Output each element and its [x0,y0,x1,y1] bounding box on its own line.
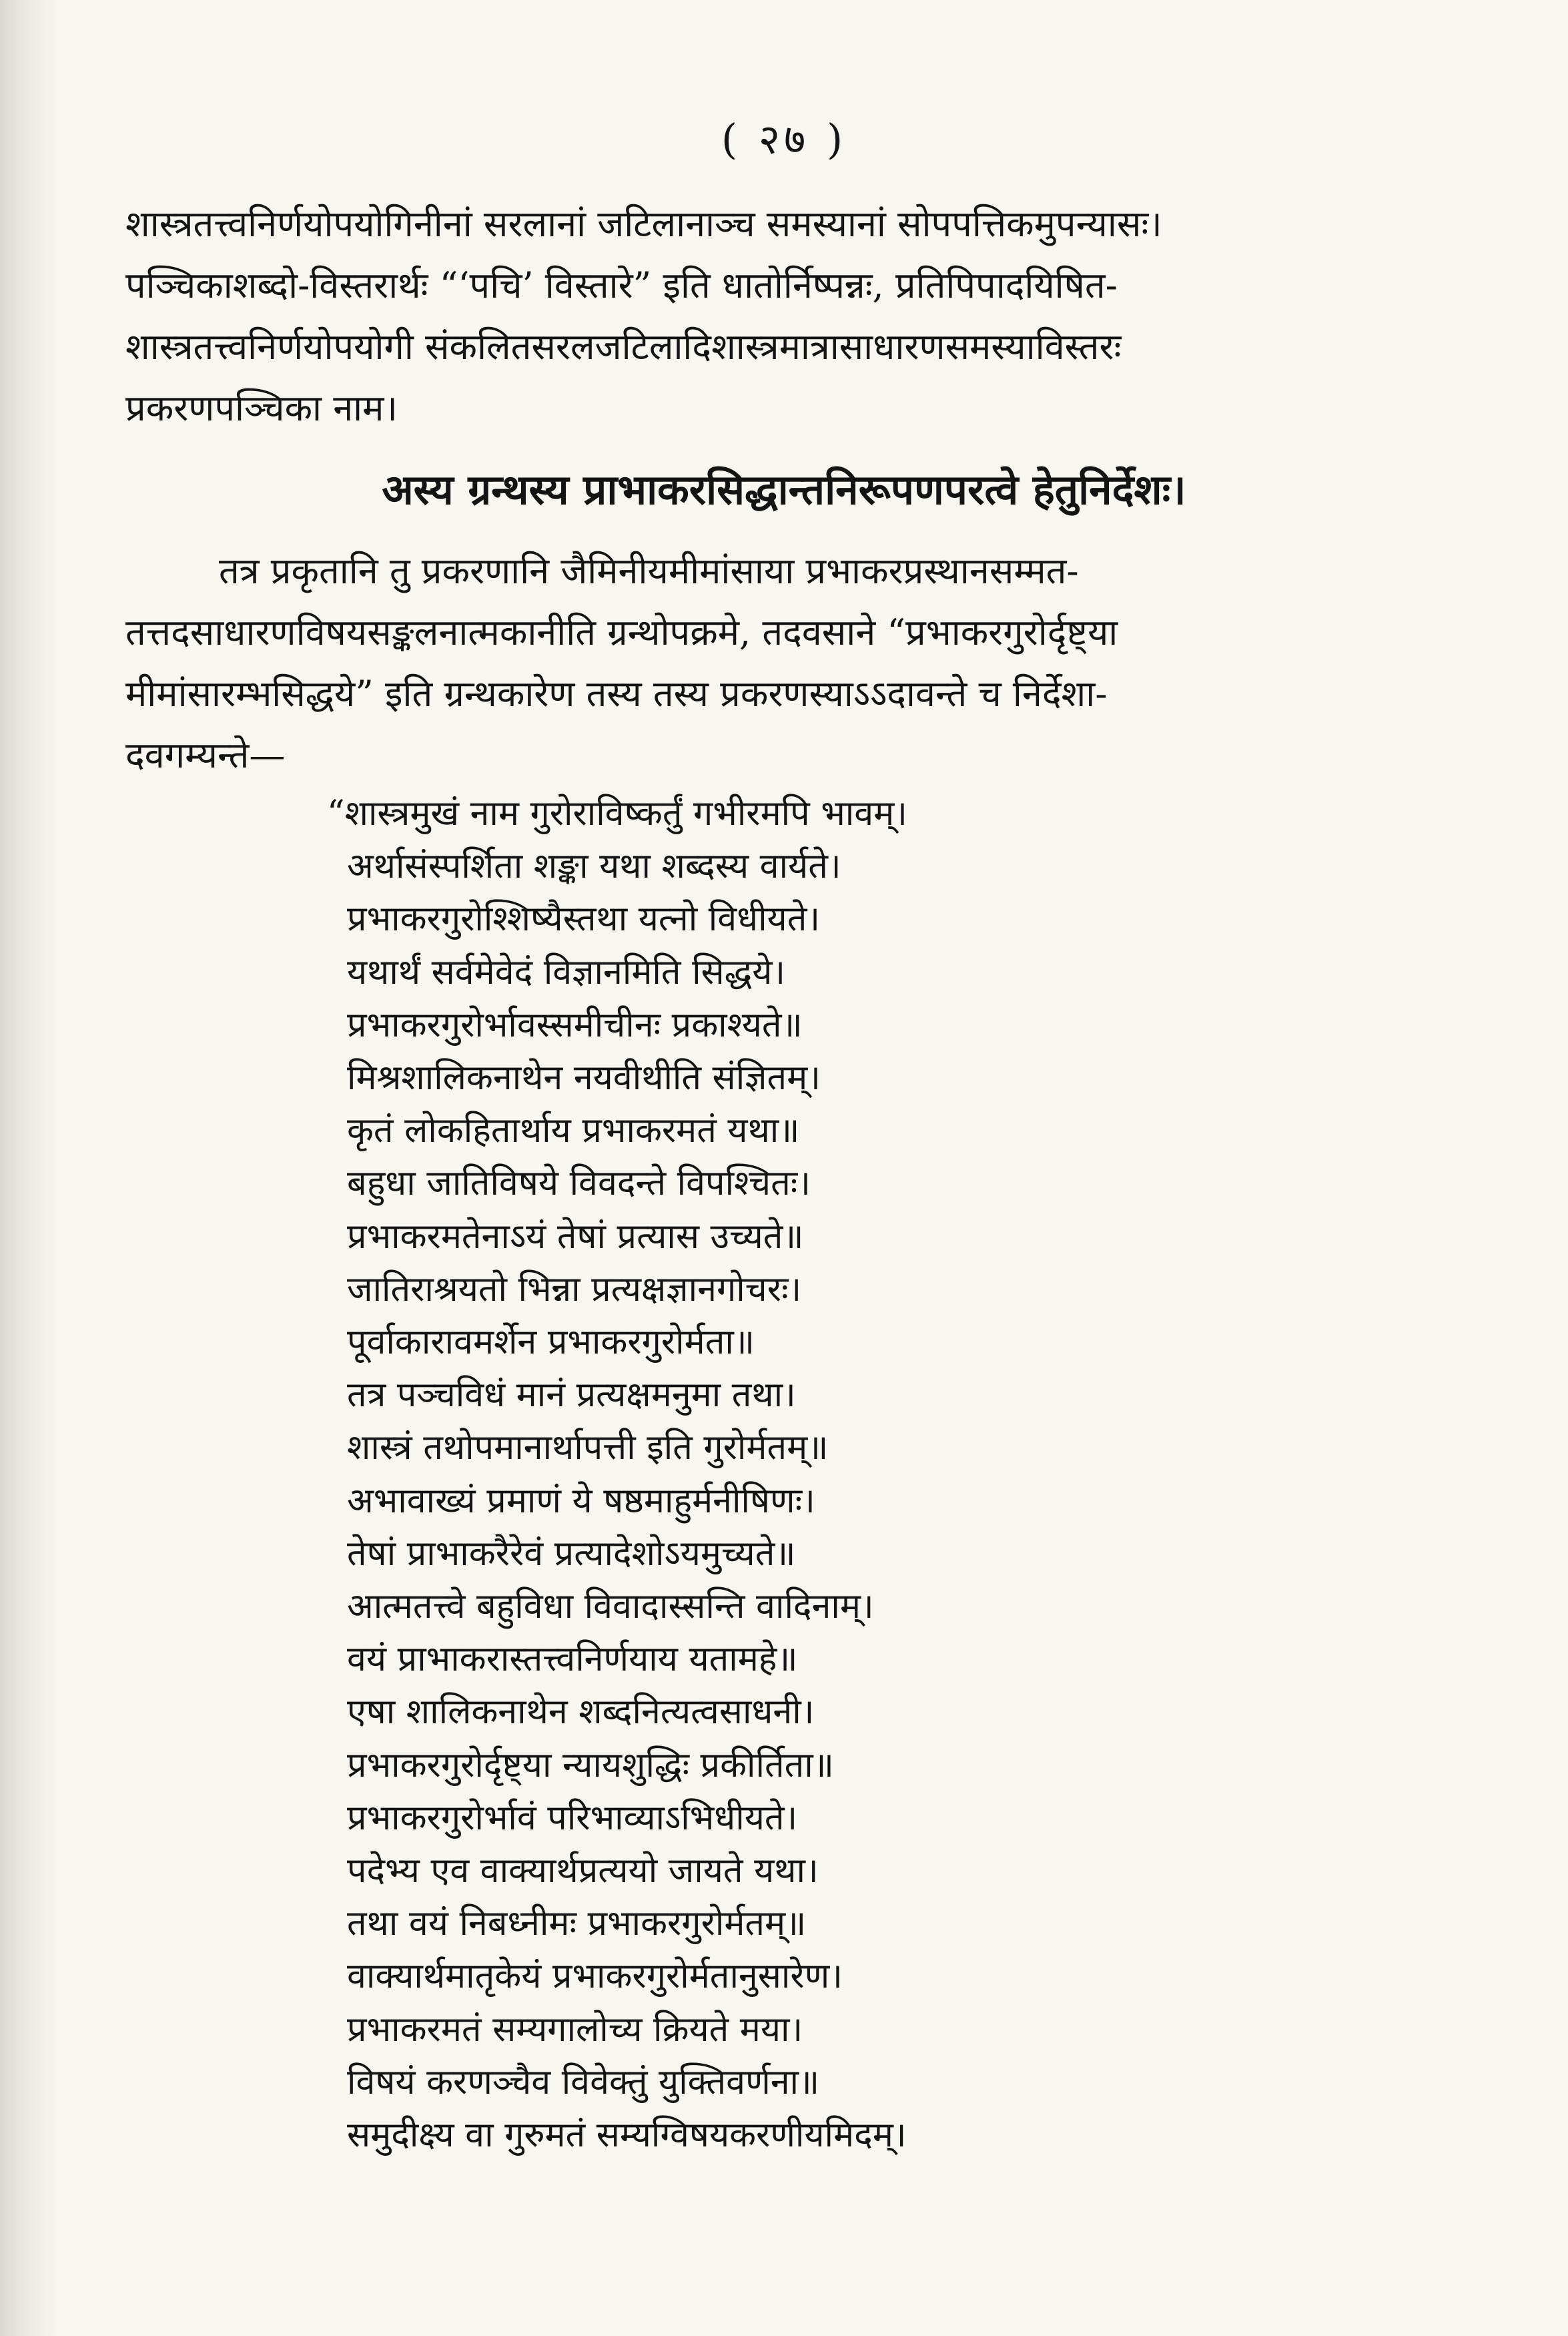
verse-line: अर्थासंस्पर्शिता शङ्का यथा शब्दस्य वार्यते। [347,846,841,887]
verse-line: प्रभाकरगुरोश्शिष्यैस्तथा यत्नो विधीयते। [347,899,821,940]
paragraph-line: मीमांसारम्भसिद्धये” इति ग्रन्थकारेण तस्य तस्य प्रकरणस्याऽऽदावन्ते च निर्देशा- [125,673,1108,715]
verse-line: पूर्वाकारावमर्शेन प्रभाकरगुरोर्मता॥ [347,1322,755,1363]
verse-line: प्रभाकरगुरोर्दृष्ट्या न्यायशुद्धिः प्रकीर्तिता॥ [347,1745,834,1785]
section-heading: अस्य ग्रन्थस्य प्राभाकरसिद्धान्तनिरूपणपरत्वे हेतुनिर्देशः। [382,465,1186,514]
verse-line: कृतं लोकहितार्थाय प्रभाकरमतं यथा॥ [347,1111,800,1151]
verse-line: तेषां प्राभाकरैरेवं प्रत्यादेशोऽयमुच्यते॥ [347,1533,796,1574]
verse-line: प्रभाकरगुरोर्भावं परिभाव्याऽभिधीयते। [347,1797,798,1838]
paragraph-line: दवगम्यन्ते— [125,734,286,776]
verse-line: शास्त्रं तथोपमानार्थापत्ती इति गुरोर्मतम्॥ [347,1428,829,1468]
verse-block [327,788,1348,2162]
verse-line: तत्र पञ्चविधं मानं प्रत्यक्षमनुमा तथा। [347,1375,796,1416]
paragraph-line: पञ्चिकाशब्दो-विस्तरार्थः “‘पचि’ विस्तारे” इति धातोर्निष्पन्नः, प्रतिपिपादयिषित- [125,264,1118,306]
paragraph-1 [125,194,1440,439]
verse-line: यथार्थं सर्वमेवेदं विज्ञानमिति सिद्धये। [347,952,786,992]
verse-line: प्रभाकरगुरोर्भावस्समीचीनः प्रकाश्यते॥ [347,1004,803,1045]
paragraph-line: शास्त्रतत्त्वनिर्णयोपयोगिनीनां सरलानां जटिलानाञ्च समस्यानां सोपपत्तिकमुपन्यासः। [125,203,1162,245]
paragraph-line: प्रकरणपञ्चिका नाम। [125,387,398,429]
paragraph-line: तत्र प्रकृतानि तु प्रकरणानि जैमिनीयमीमांसाया प्रभाकरप्रस्थानसम्मत- [219,550,1079,592]
scan-edge-shadow [0,0,60,2336]
verse-line: विषयं करणञ्चैव विवेक्तुं युक्तिवर्णना॥ [347,2062,820,2102]
verse-line: वाक्यार्थमातृकेयं प्रभाकरगुरोर्मतानुसारेण। [347,1956,843,1997]
verse-line: पदेभ्य एव वाक्यार्थप्रत्ययो जायते यथा। [347,1851,819,1891]
verse-line: प्रभाकरमतेनाऽयं तेषां प्रत्यास उच्यते॥ [347,1216,804,1257]
page-number: ( २७ ) [721,115,847,164]
verse-line: “शास्त्रमुखं नाम गुरोराविष्कर्तुं गभीरमपि भावम्। [327,794,907,834]
verse-line: वयं प्राभाकरास्तत्त्वनिर्णयाय यतामहे॥ [347,1639,798,1680]
verse-line: प्रभाकरमतं सम्यगालोच्य क्रियते मया। [347,2009,803,2050]
verse-line: तथा वयं निबध्नीमः प्रभाकरगुरोर्मतम्॥ [347,1904,807,1944]
verse-line: समुदीक्ष्य वा गुरुमतं सम्यग्विषयकरणीयमिदम्। [347,2115,907,2156]
paragraph-line: शास्त्रतत्त्वनिर्णयोपयोगी संकलितसरलजटिलादिशास्त्रमात्रासाधारणसमस्याविस्तरः [125,326,1122,368]
verse-line: मिश्रशालिकनाथेन नयवीथीति संज्ञितम्। [347,1058,821,1099]
paragraph-line: तत्तदसाधारणविषयसङ्कलनात्मकानीति ग्रन्थोपक्रमे, तदवसाने “प्रभाकरगुरोर्दृष्ट्या [125,611,1118,653]
paragraph-2 [125,541,1440,786]
verse-line: एषा शालिकनाथेन शब्दनित्यत्वसाधनी। [347,1692,815,1733]
verse-line: आत्मतत्त्वे बहुविधा विवादास्सन्ति वादिनाम्। [347,1586,874,1627]
verse-line: जातिराश्रयतो भिन्ना प्रत्यक्षज्ञानगोचरः। [347,1269,802,1309]
verse-line: अभावाख्यं प्रमाणं ये षष्ठमाहुर्मनीषिणः। [347,1480,815,1521]
verse-line: बहुधा जातिविषये विवदन्ते विपश्चितः। [347,1163,811,1204]
